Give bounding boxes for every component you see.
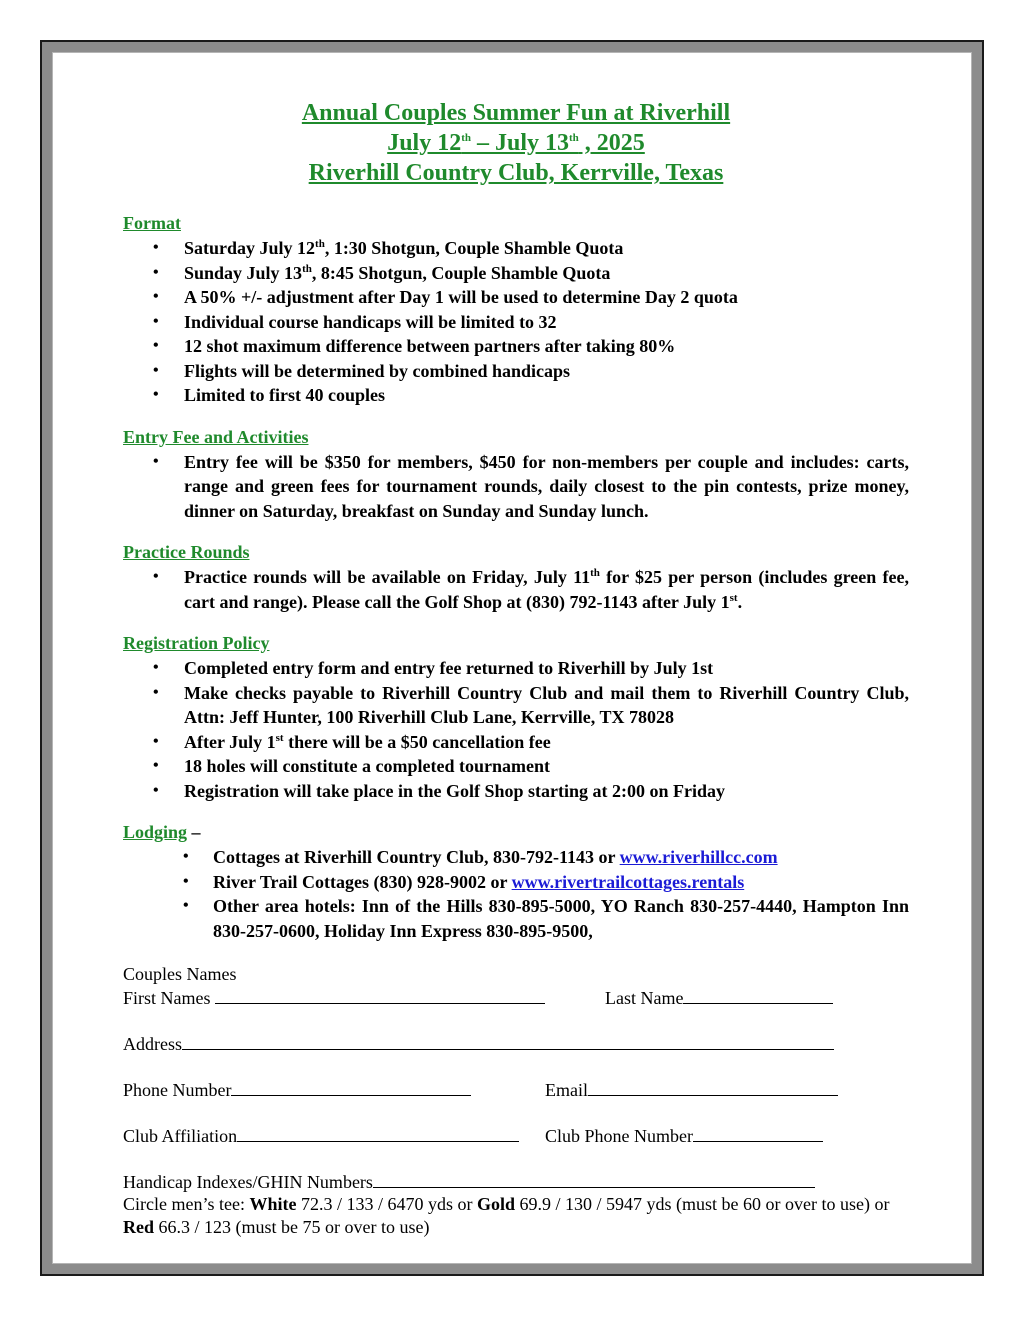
title-date-end: – July 13 [471,130,570,156]
address-label: Address [123,1034,182,1054]
flyer-title [123,98,909,188]
email-label: Email [545,1080,588,1100]
list-item: • A 50% +/- adjustment after Day 1 will be used to determine Day 2 quota [123,285,909,310]
registration-form [123,963,909,1239]
couples-names-label: Couples Names [123,964,237,984]
flyer-content [123,98,909,1239]
format-heading: Format [123,213,181,233]
club-phone-field [545,1124,823,1148]
list-item: • Other area hotels: Inn of the Hills 830-895-5000, YO Ranch 830-257-4440, Hampton Inn 830-257-0600, Holiday Inn Express 830-895-9500, [123,894,909,943]
title-text: Annual Couples Summer Fun at Riverhill [301,100,731,126]
tee-selection: Circle men’s tee: White 72.3 / 133 / 6470 yds or Gold 69.9 / 130 / 5947 yds (must be 60 or over to use) or Red 66.3 / 123 (must be 75 or over to use) [123,1194,890,1237]
title-year: , 2025 [578,130,645,156]
list-item: • Individual course handicaps will be limited to 32 [123,310,909,335]
address-input[interactable] [182,1032,834,1050]
title-venue: Riverhill Country Club, Kerrville, Texas [308,160,724,186]
first-names-label: First Names [123,988,211,1008]
address-field [123,1032,834,1056]
rivertrail-link[interactable]: www.rivertrailcottages.rentals [511,871,745,892]
email-input[interactable] [588,1078,838,1096]
title-line-3 [123,158,909,188]
riverhill-link[interactable]: www.riverhillcc.com [619,847,778,867]
list-item: • Saturday July 12th, 1:30 Shotgun, Couple Shamble Quota [123,236,909,261]
list-item: • Flights will be determined by combined handicaps [123,359,909,384]
handicap-input[interactable] [373,1170,815,1188]
entry-heading: Entry Fee and Activities [123,426,309,447]
list-item: • 12 shot maximum difference between partners after taking 80% [123,334,909,359]
title-date-start: July 12 [387,130,462,156]
page-body [52,52,972,1264]
last-name-input[interactable] [683,986,833,1004]
practice-list [123,565,909,614]
list-item: • 18 holes will constitute a completed tournament [123,754,909,779]
tee-gold[interactable]: Gold [476,1194,515,1214]
list-item: • Make checks payable to Riverhill Country Club and mail them to Riverhill Country Club, Attn: Jeff Hunter, 100 Riverhill Club Lane, Kerrville, TX 78028 [123,681,909,730]
practice-heading: Practice Rounds [123,542,250,562]
email-field [545,1078,838,1102]
lodging-dash: – [187,822,201,842]
list-item: • Sunday July 13th, 8:45 Shotgun, Couple Shamble Quota [123,261,909,286]
lodging-heading: Lodging [123,822,188,842]
last-name-label: Last Name [605,988,684,1008]
club-affiliation-label: Club Affiliation [123,1126,238,1146]
first-names-input[interactable] [215,986,545,1004]
registration-list [123,656,909,803]
title-line-1 [123,98,909,128]
first-names-field [123,986,545,1010]
entry-list [123,450,909,524]
club-phone-input[interactable] [693,1124,823,1142]
list-item: • Entry fee will be $350 for members, $450 for non-members per couple and includes: carts, range and green fees for tournament rounds, daily closest to the pin contests, prize money, dinner on Saturday, breakfast on Sunday and Sunday lunch. [123,450,909,524]
handicap-label: Handicap Indexes/GHIN Numbers [123,1172,373,1192]
format-list [123,236,909,408]
list-item: • Completed entry form and entry fee returned to Riverhill by July 1st [123,656,909,681]
title-sup: th [569,132,579,144]
list-item: • River Trail Cottages (830) 928-9002 or www.rivertrailcottages.rentals [123,870,909,895]
phone-label: Phone Number [123,1080,232,1100]
tee-red[interactable]: Red [123,1217,154,1237]
lodging-list [123,845,909,943]
title-sup: th [461,132,471,144]
lodging-heading-row [123,821,909,843]
title-line-2 [123,128,909,158]
handicap-field [123,1170,815,1194]
list-item: • Limited to first 40 couples [123,383,909,408]
tee-white[interactable]: White [249,1194,297,1214]
registration-heading: Registration Policy [123,633,270,653]
last-name-field [605,986,833,1010]
club-affiliation-input[interactable] [237,1124,519,1142]
phone-input[interactable] [231,1078,471,1096]
list-item: • Practice rounds will be available on Friday, July 11th for $25 per person (includes green fee, cart and range). Please call the Golf Shop at (830) 792-1143 after July 1st. [123,565,909,614]
phone-field [123,1078,471,1102]
club-phone-label: Club Phone Number [545,1126,693,1146]
list-item: • Registration will take place in the Golf Shop starting at 2:00 on Friday [123,779,909,804]
list-item: • After July 1st there will be a $50 cancellation fee [123,730,909,755]
list-item: • Cottages at Riverhill Country Club, 830-792-1143 or www.riverhillcc.com [123,845,909,870]
page-border [40,40,984,1276]
club-affiliation-field [123,1124,519,1148]
